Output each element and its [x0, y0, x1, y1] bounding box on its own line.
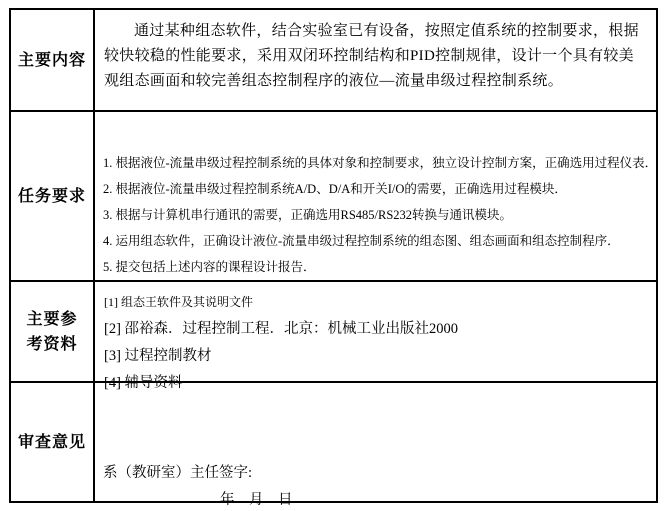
table-row: [11, 383, 656, 508]
row-label-task-requirements: [11, 112, 95, 280]
date-placeholder: 年 月 日: [220, 492, 293, 508]
task-item: 2. 根据液位-流量串级过程控制系统A/D、D/A和开关I/O的需要，正确选用过程模块．: [103, 182, 567, 196]
row-label-main-content: [11, 10, 95, 110]
task-item: 3. 根据与计算机串行通讯的需要，正确选用RS485/RS232转换与通讯模块。: [103, 208, 513, 222]
row-label-references: [11, 282, 95, 381]
reference-item: [3] 过程控制教材: [104, 348, 212, 364]
row-label-text-line2: 考资料: [26, 335, 78, 353]
assignment-table: [9, 8, 658, 508]
task-requirements-cell: [95, 112, 661, 280]
reference-item: [4] 辅导资料: [104, 375, 183, 391]
table-row: [11, 282, 656, 391]
row-label-text-line1: 主要参: [26, 310, 78, 328]
task-item: 4. 运用组态软件，正确设计液位-流量串级过程控制系统的组态图、组态画面和组态控制程序．: [103, 234, 620, 248]
table-row: [11, 10, 656, 112]
signature-label: 系（教研室）主任签字:: [103, 465, 253, 481]
row-label-text: 任务要求: [17, 187, 86, 205]
task-list: [95, 112, 661, 280]
task-item: 1. 根据液位-流量串级过程控制系统的具体对象和控制要求，独立设计控制方案，正确选用过程仪表．: [103, 156, 658, 170]
main-content-paragraph: 通过某种组态软件，结合实验室已有设备，按照定值系统的控制要求，根据较快较稳的性能要求，采用双闭环控制结构和PID控制规律，设计一个具有较美观组态画面和较完善组态控制程序的液位—流量串级过程控制系统。: [104, 23, 639, 89]
row-label-review-opinion: [11, 383, 95, 501]
reference-item: [2] 邵裕森．过程控制工程．北京：机械工业出版社2000: [104, 321, 459, 337]
table-row: [11, 112, 656, 282]
row-label-text: 主要内容: [17, 51, 86, 69]
reference-item: [1] 组态王软件及其说明文件: [104, 295, 253, 309]
main-content-cell: [95, 10, 656, 110]
review-opinion-cell: [95, 383, 656, 508]
references-cell: [95, 282, 656, 391]
reference-list: [95, 282, 656, 397]
task-item: 5. 提交包括上述内容的课程设计报告．: [103, 260, 316, 274]
row-label-text: 审查意见: [17, 433, 86, 451]
